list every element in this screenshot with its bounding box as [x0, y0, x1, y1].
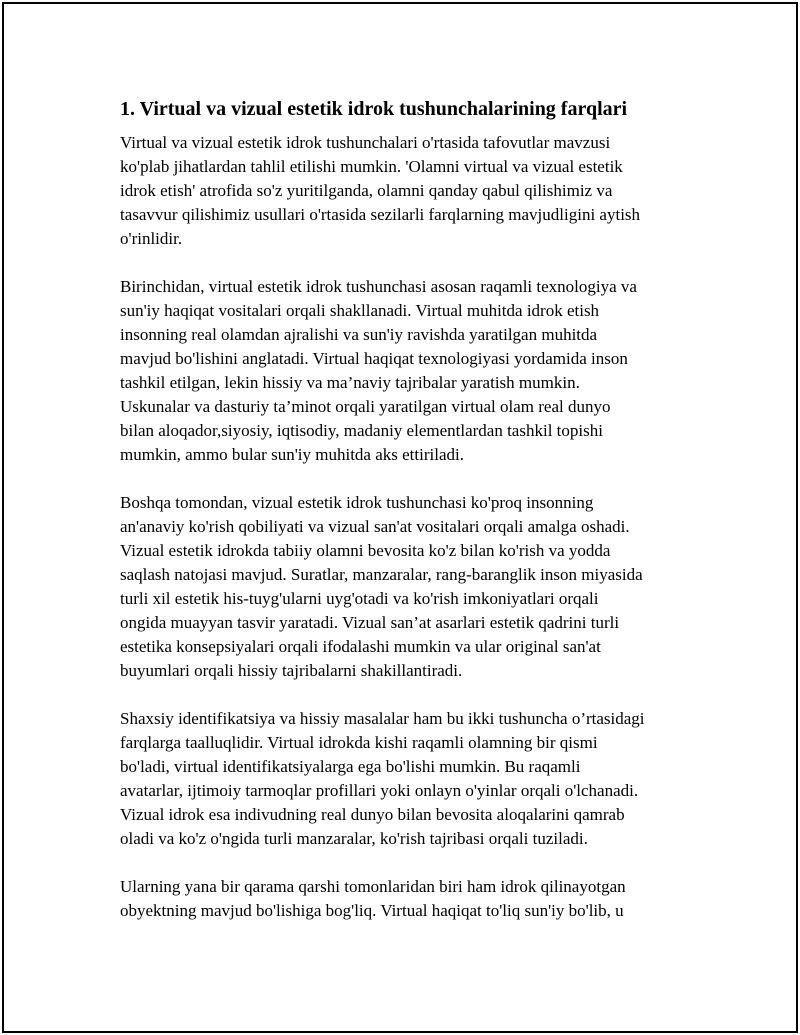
text-line: saqlash natojasi mavjud. Suratlar, manzaralar, rang-baranglik inson miyasida — [120, 565, 643, 584]
text-line: Virtual va vizual estetik idrok tushunchalari o'rtasida tafovutlar mavzusi — [120, 133, 611, 152]
paragraph-2 — [120, 275, 710, 467]
text-line: obyektning mavjud bo'lishiga bog'liq. Virtual haqiqat to'liq sun'iy bo'lib, u — [120, 901, 624, 920]
text-line: sun'iy haqiqat vositalari orqali shakllanadi. Virtual muhitda idrok etish — [120, 301, 600, 320]
text-line: bilan aloqador,siyosiy, iqtisodiy, madaniy elementlardan tashkil topishi — [120, 421, 603, 440]
paragraph-5 — [120, 875, 710, 923]
text-line: bo'ladi, virtual identifikatsiyalarga ega bo'lishi mumkin. Bu raqamli — [120, 757, 581, 776]
text-line: ongida muayyan tasvir yaratadi. Vizual san’at asarlari estetik qadrini turli — [120, 613, 620, 632]
text-line: farqlarga taalluqlidir. Virtual idrokda kishi raqamli olamning bir qismi — [120, 733, 598, 752]
text-line: Birinchidan, virtual estetik idrok tushunchasi asosan raqamli texnologiya va — [120, 277, 637, 296]
text-line: insonning real olamdan ajralishi va sun'iy ravishda yaratilgan muhitda — [120, 325, 598, 344]
text-line: avatarlar, ijtimoiy tarmoqlar profillari yoki onlayn o'yinlar orqali o'lchanadi. — [120, 781, 639, 800]
text-line: tasavvur qilishimiz usullari o'rtasida sezilarli farqlarning mavjudligini aytish — [120, 205, 641, 224]
text-line: o'rinlidir. — [120, 229, 183, 248]
text-line: Uskunalar va dasturiy ta’minot orqali yaratilgan virtual olam real dunyo — [120, 397, 611, 416]
text-line: mumkin, ammo bular sun'iy muhitda aks ettiriladi. — [120, 445, 464, 464]
document-body — [120, 96, 710, 947]
text-line: Boshqa tomondan, vizual estetik idrok tushunchasi ko'proq insonning — [120, 493, 594, 512]
text-line: tashkil etilgan, lekin hissiy va ma’naviy tajribalar yaratish mumkin. — [120, 373, 580, 392]
text-line: Vizual idrok esa indivudning real dunyo bilan bevosita aloqalarini qamrab — [120, 805, 625, 824]
paragraph-1 — [120, 131, 710, 251]
text-line: an'anaviy ko'rish qobiliyati va vizual san'at vositalari orqali amalga oshadi. — [120, 517, 630, 536]
paragraph-3 — [120, 491, 710, 683]
text-line: oladi va ko'z o'ngida turli manzaralar, ko'rish tajribasi orqali tuziladi. — [120, 829, 588, 848]
section-heading: 1. Virtual va vizual estetik idrok tushunchalarining farqlari — [120, 98, 628, 120]
text-line: buyumlari orqali hissiy tajribalarni shakillantiradi. — [120, 661, 463, 680]
paragraph-4 — [120, 707, 710, 851]
text-line: mavjud bo'lishini anglatadi. Virtual haqiqat texnologiyasi yordamida inson — [120, 349, 628, 368]
text-line: Vizual estetik idrokda tabiiy olamni bevosita ko'z bilan ko'rish va yodda — [120, 541, 611, 560]
text-line: estetika konsepsiyalari orqali ifodalashi mumkin va ular original san'at — [120, 637, 601, 656]
text-line: turli xil estetik his-tuyg'ularni uyg'otadi va ko'rish imkoniyatlari orqali — [120, 589, 599, 608]
document-page — [2, 2, 798, 1033]
text-line: ko'plab jihatlardan tahlil etilishi mumkin. 'Olamni virtual va vizual estetik — [120, 157, 623, 176]
text-line: idrok etish' atrofida so'z yuritilganda, olamni qanday qabul qilishimiz va — [120, 181, 613, 200]
text-line: Shaxsiy identifikatsiya va hissiy masalalar ham bu ikki tushuncha o’rtasidagi — [120, 709, 645, 728]
text-line: Ularning yana bir qarama qarshi tomonlaridan biri ham idrok qilinayotgan — [120, 877, 626, 896]
